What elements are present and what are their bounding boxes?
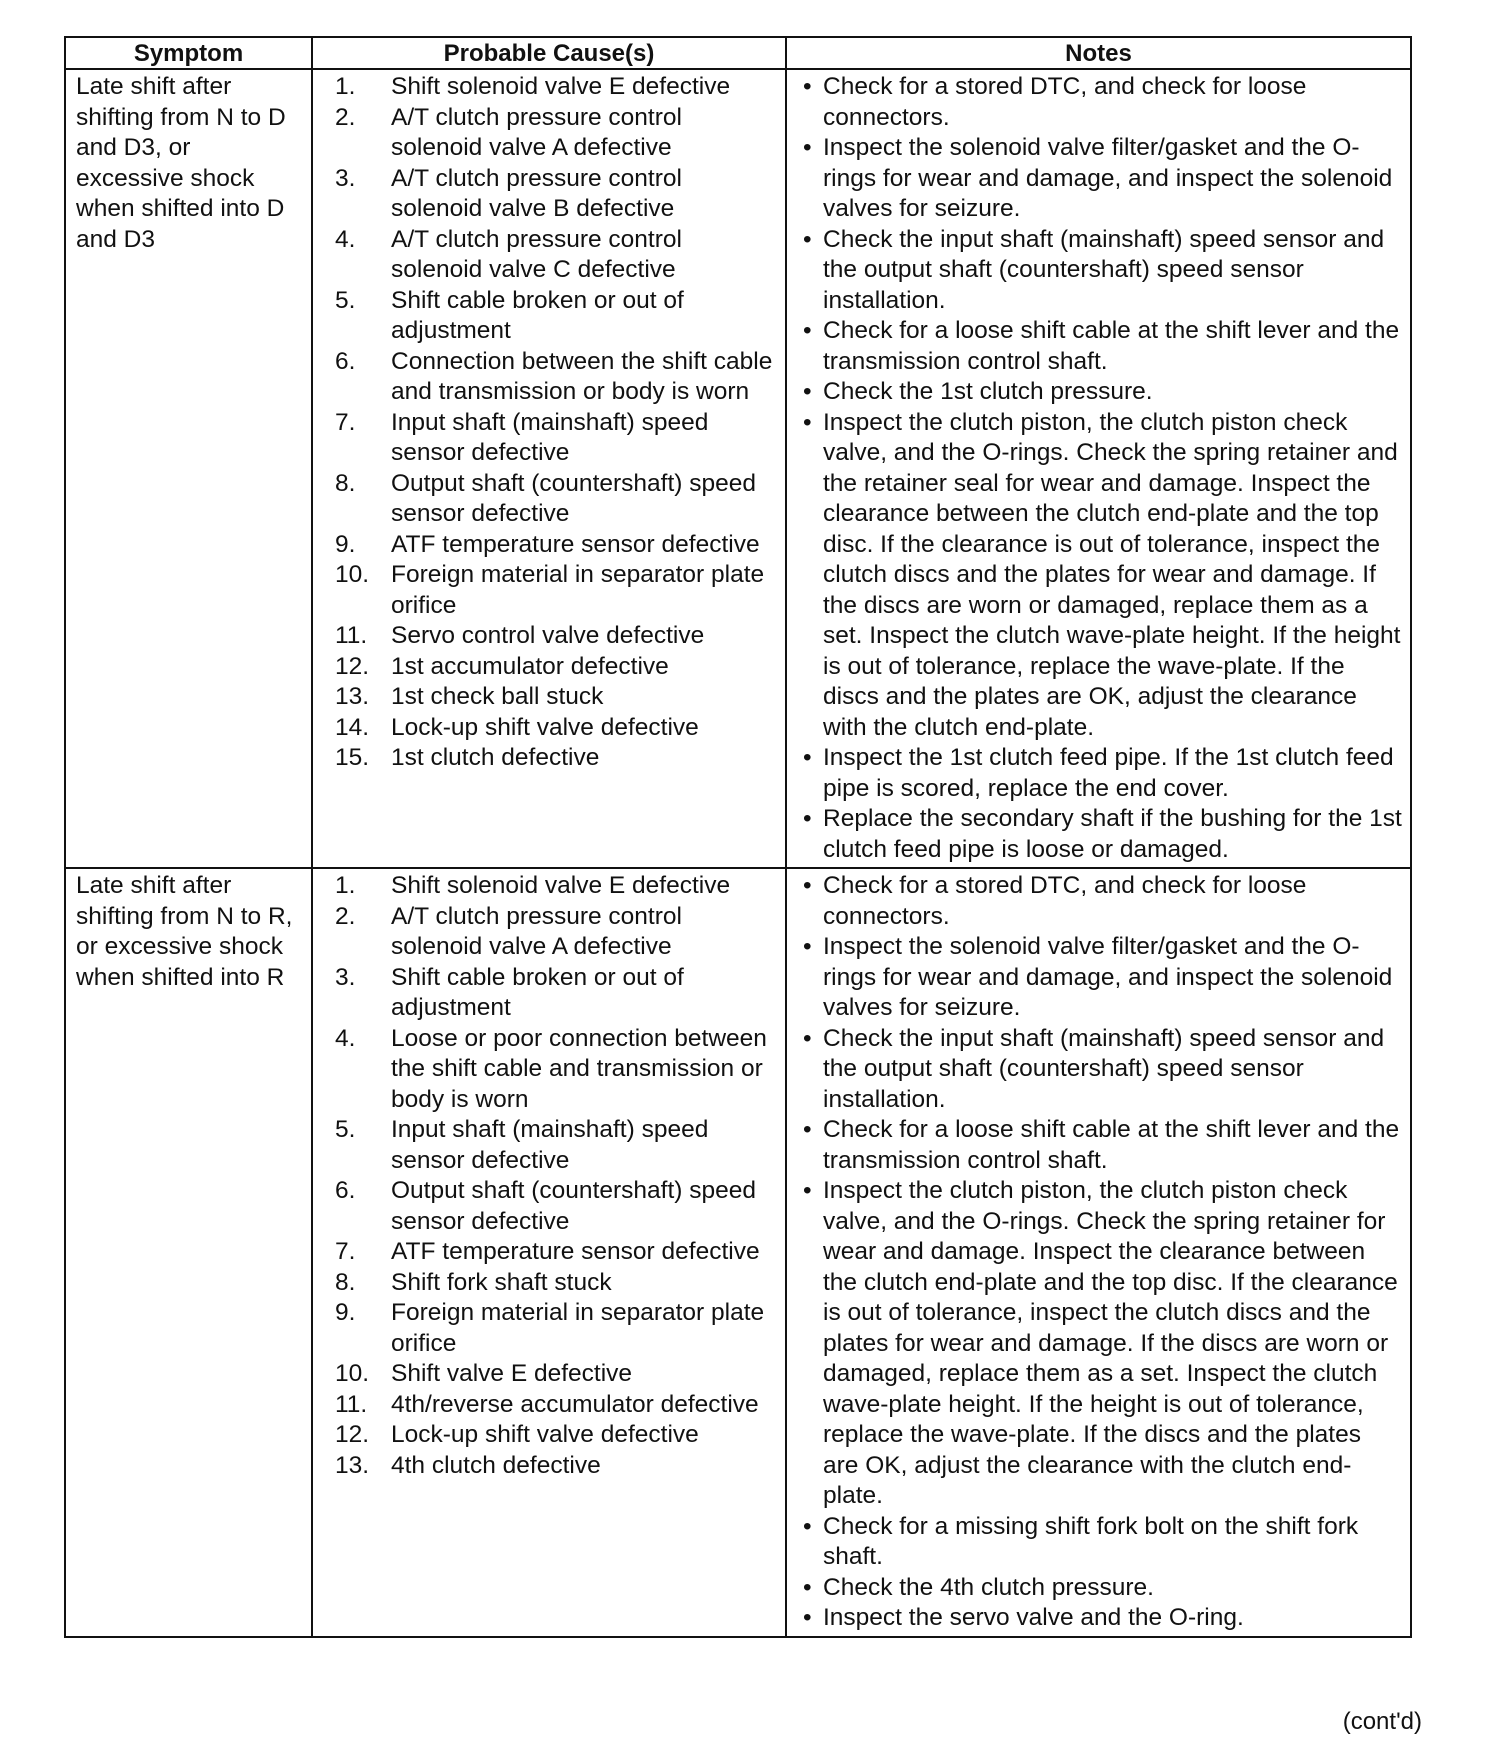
cause-text: Connection between the shift cable and transmission or body is worn	[391, 347, 773, 405]
note-item	[797, 932, 1402, 1024]
cause-text: 4th clutch defective	[391, 1451, 601, 1479]
cause-number: 13.	[335, 683, 370, 710]
cause-text: Shift cable broken or out of adjustment	[391, 963, 684, 1021]
note-item	[797, 804, 1402, 865]
cause-item	[323, 225, 777, 286]
header-row	[65, 37, 1411, 69]
cause-number: 2.	[335, 902, 356, 930]
troubleshooting-table	[64, 36, 1412, 1638]
causes-cell	[312, 69, 786, 868]
cause-item	[323, 1451, 777, 1482]
cause-text: Output shaft (countershaft) speed sensor defective	[391, 469, 756, 527]
cause-number: 5.	[335, 1116, 356, 1143]
cause-number: 11.	[335, 622, 368, 649]
cause-item	[323, 621, 777, 652]
bullet-icon: •	[803, 805, 812, 832]
bullet-icon: •	[803, 225, 812, 253]
table-body	[65, 69, 1411, 1637]
cause-text: Input shaft (mainshaft) speed sensor defective	[391, 408, 709, 466]
bullet-icon: •	[803, 134, 812, 161]
cause-number: 14.	[335, 713, 370, 741]
cause-text: Shift solenoid valve E defective	[391, 73, 731, 100]
cause-item	[323, 1298, 777, 1359]
note-text: Inspect the 1st clutch feed pipe. If the 1st clutch feed pipe is scored, replace the end cover.	[823, 744, 1394, 802]
cause-item	[323, 72, 777, 103]
cause-text: A/T clutch pressure control solenoid valve B defective	[391, 164, 682, 222]
cause-number: 8.	[335, 1268, 356, 1296]
cause-number: 15.	[335, 744, 370, 771]
note-text: Check the 4th clutch pressure.	[823, 1573, 1154, 1601]
note-text: Check for a stored DTC, and check for loose connectors.	[823, 872, 1307, 930]
cause-number: 7.	[335, 1238, 356, 1265]
table-row	[65, 69, 1411, 868]
cause-text: 1st check ball stuck	[391, 683, 604, 710]
note-item	[797, 1573, 1402, 1604]
header-causes: Probable Cause(s)	[312, 37, 786, 69]
cause-item	[323, 1115, 777, 1176]
note-text: Inspect the solenoid valve filter/gasket and the O-rings for wear and damage, and inspect the solenoid valves for seizure.	[823, 134, 1393, 222]
cause-text: A/T clutch pressure control solenoid valve A defective	[391, 103, 682, 161]
causes-cell	[312, 868, 786, 1637]
cause-text: Shift cable broken or out of adjustment	[391, 286, 684, 344]
note-item	[797, 1512, 1402, 1573]
cause-text: Shift solenoid valve E defective	[391, 872, 731, 899]
cause-text: Output shaft (countershaft) speed sensor defective	[391, 1177, 756, 1235]
cause-number: 4.	[335, 1024, 356, 1052]
cause-item	[323, 1420, 777, 1451]
bullet-icon: •	[803, 1512, 812, 1540]
cause-item	[323, 286, 777, 347]
cause-list	[323, 871, 777, 1481]
continued-label: (cont'd)	[1342, 1708, 1422, 1735]
cause-number: 12.	[335, 652, 370, 680]
cause-text: A/T clutch pressure control solenoid valve A defective	[391, 902, 682, 960]
note-list	[797, 871, 1402, 1634]
bullet-icon: •	[803, 1024, 812, 1052]
note-item	[797, 871, 1402, 932]
cause-item	[323, 164, 777, 225]
cause-text: Lock-up shift valve defective	[391, 713, 699, 741]
notes-cell	[786, 868, 1411, 1637]
cause-text: Foreign material in separator plate orifice	[391, 1299, 765, 1357]
symptom-cell: Late shift after shifting from N to R, or excessive shock when shifted into R	[65, 868, 312, 1637]
cause-number: 10.	[335, 561, 370, 588]
header-symptom: Symptom	[65, 37, 312, 69]
cause-number: 3.	[335, 963, 356, 991]
table-row	[65, 868, 1411, 1637]
bullet-icon: •	[803, 408, 812, 436]
note-list	[797, 72, 1402, 865]
note-text: Check the 1st clutch pressure.	[823, 378, 1153, 405]
note-item	[797, 743, 1402, 804]
note-item	[797, 225, 1402, 317]
note-text: Check for a stored DTC, and check for loose connectors.	[823, 73, 1307, 131]
notes-cell	[786, 69, 1411, 868]
note-text: Inspect the clutch piston, the clutch piston check valve, and the O-rings. Check the spring retainer and the retainer seal for wear and damage. Inspect the clearance between the clutch end-plate and the top disc. If the clearance is out of tolerance, inspect the clutch discs and the plates for wear and damage. If the discs are worn or damaged, replace them as a set. Inspect the clutch wave-plate height. If the height is out of tolerance, replace the wave-plate. If the discs and the plates are OK, adjust the clearance with the clutch end-plate.	[823, 408, 1401, 741]
cause-item	[323, 682, 777, 713]
note-text: Check for a missing shift fork bolt on the shift fork shaft.	[823, 1512, 1359, 1570]
cause-item	[323, 469, 777, 530]
cause-item	[323, 1237, 777, 1268]
note-text: Check for a loose shift cable at the shift lever and the transmission control shaft.	[823, 317, 1400, 375]
cause-number: 13.	[335, 1451, 370, 1479]
cause-text: A/T clutch pressure control solenoid valve C defective	[391, 225, 682, 283]
cause-text: Shift valve E defective	[391, 1360, 633, 1387]
header-notes: Notes	[786, 37, 1411, 69]
cause-text: Shift fork shaft stuck	[391, 1268, 612, 1296]
cause-number: 12.	[335, 1421, 370, 1448]
cause-item	[323, 963, 777, 1024]
cause-number: 1.	[335, 872, 356, 899]
cause-item	[323, 1390, 777, 1421]
note-text: Check the input shaft (mainshaft) speed sensor and the output shaft (countershaft) speed sensor installation.	[823, 225, 1385, 314]
cause-text: 1st clutch defective	[391, 744, 600, 771]
note-text: Inspect the solenoid valve filter/gasket and the O-rings for wear and damage, and inspect the solenoid valves for seizure.	[823, 933, 1393, 1021]
note-text: Check for a loose shift cable at the shift lever and the transmission control shaft.	[823, 1116, 1400, 1174]
cause-item	[323, 871, 777, 902]
cause-number: 11.	[335, 1390, 368, 1418]
cause-number: 3.	[335, 164, 356, 192]
cause-text: Input shaft (mainshaft) speed sensor defective	[391, 1116, 709, 1174]
bullet-icon: •	[803, 872, 812, 899]
bullet-icon: •	[803, 744, 812, 771]
bullet-icon: •	[803, 1116, 812, 1143]
cause-number: 6.	[335, 1177, 356, 1204]
cause-item	[323, 743, 777, 774]
cause-item	[323, 560, 777, 621]
cause-number: 4.	[335, 225, 356, 253]
cause-item	[323, 347, 777, 408]
bullet-icon: •	[803, 378, 812, 405]
cause-text: Lock-up shift valve defective	[391, 1421, 699, 1448]
note-item	[797, 133, 1402, 225]
cause-text: Loose or poor connection between the shift cable and transmission or body is worn	[391, 1024, 767, 1113]
note-text: Replace the secondary shaft if the bushing for the 1st clutch feed pipe is loose or damaged.	[823, 805, 1402, 863]
cause-number: 7.	[335, 408, 356, 436]
cause-item	[323, 1359, 777, 1390]
cause-number: 2.	[335, 103, 356, 131]
note-item	[797, 1603, 1402, 1634]
cause-item	[323, 1024, 777, 1116]
cause-text: Foreign material in separator plate orifice	[391, 561, 765, 619]
note-text: Check the input shaft (mainshaft) speed sensor and the output shaft (countershaft) speed sensor installation.	[823, 1024, 1385, 1113]
bullet-icon: •	[803, 1573, 812, 1601]
symptom-cell: Late shift after shifting from N to D and D3, or excessive shock when shifted into D and D3	[65, 69, 312, 868]
cause-item	[323, 103, 777, 164]
cause-item	[323, 530, 777, 561]
cause-number: 5.	[335, 286, 356, 314]
note-item	[797, 1176, 1402, 1512]
cause-item	[323, 1176, 777, 1237]
cause-text: ATF temperature sensor defective	[391, 1238, 760, 1265]
cause-number: 6.	[335, 347, 356, 375]
cause-item	[323, 408, 777, 469]
note-item	[797, 1024, 1402, 1116]
cause-item	[323, 713, 777, 744]
cause-number: 9.	[335, 530, 356, 558]
cause-list	[323, 72, 777, 774]
cause-number: 10.	[335, 1360, 370, 1387]
note-text: Inspect the clutch piston, the clutch piston check valve, and the O-rings. Check the spring retainer for wear and damage. Inspect the clearance between the clutch end-plate and the top disc. If the clearance is out of tolerance, inspect the clutch discs and the plates for wear and damage. If the discs are worn or damaged, replace them as a set. Inspect the clutch wave-plate height. If the height is out of tolerance, replace the wave-plate. If the discs and the plates are OK, adjust the clearance with the clutch end-plate.	[823, 1177, 1398, 1509]
cause-text: 4th/reverse accumulator defective	[391, 1390, 759, 1418]
cause-number: 1.	[335, 73, 356, 100]
bullet-icon: •	[803, 317, 812, 344]
bullet-icon: •	[803, 1177, 812, 1204]
cause-number: 9.	[335, 1299, 356, 1326]
cause-item	[323, 652, 777, 683]
cause-text: ATF temperature sensor defective	[391, 530, 760, 558]
note-item	[797, 316, 1402, 377]
note-item	[797, 72, 1402, 133]
bullet-icon: •	[803, 1604, 812, 1631]
note-item	[797, 1115, 1402, 1176]
bullet-icon: •	[803, 73, 812, 100]
cause-item	[323, 1268, 777, 1299]
cause-text: Servo control valve defective	[391, 622, 705, 649]
cause-text: 1st accumulator defective	[391, 652, 669, 680]
bullet-icon: •	[803, 933, 812, 960]
cause-number: 8.	[335, 469, 356, 497]
cause-item	[323, 902, 777, 963]
note-item	[797, 408, 1402, 744]
note-item	[797, 377, 1402, 408]
note-text: Inspect the servo valve and the O-ring.	[823, 1604, 1244, 1631]
